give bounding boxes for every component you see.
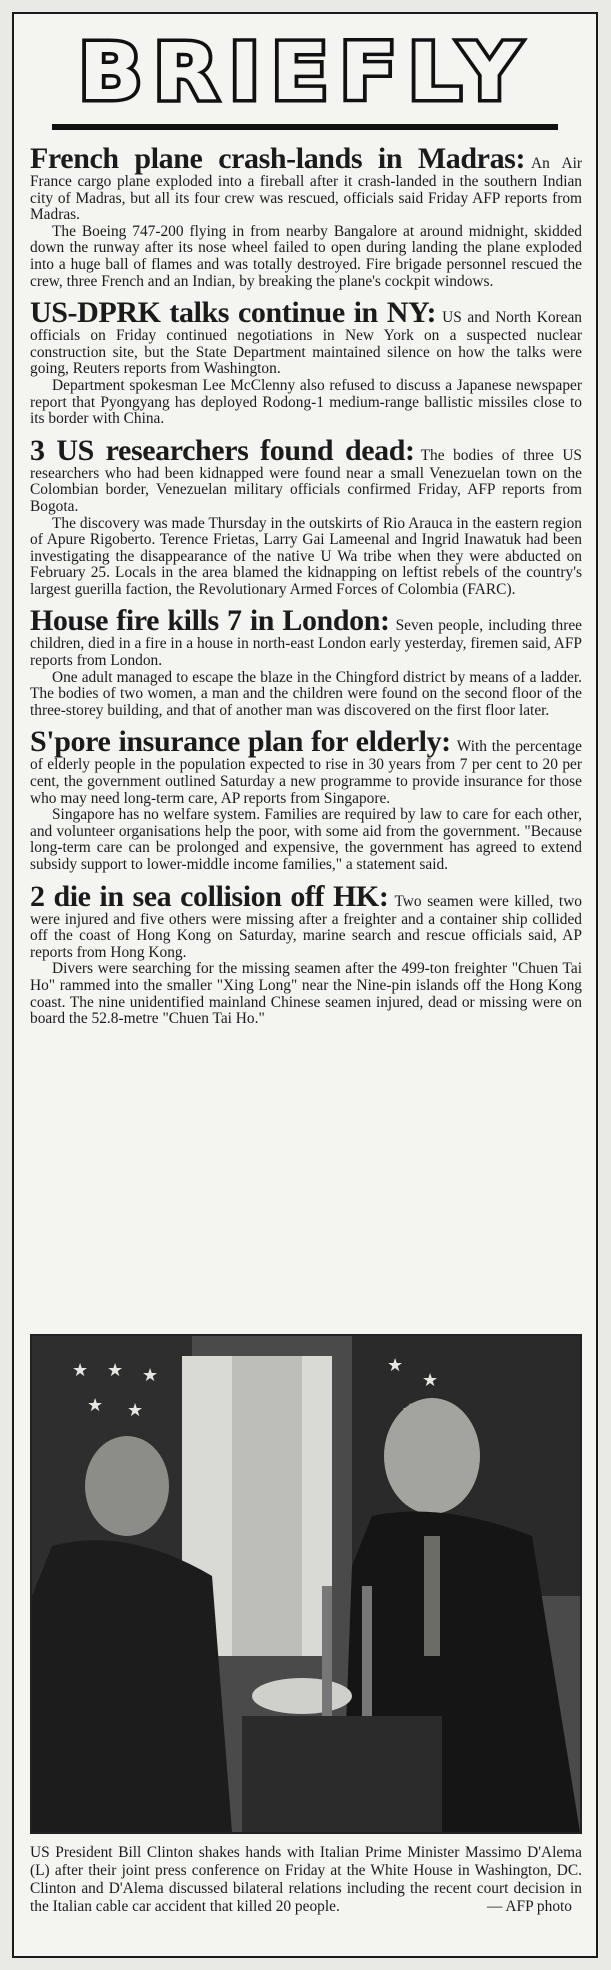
svg-text:★: ★ (72, 1360, 89, 1380)
person-right-head (384, 1398, 480, 1514)
story-lead-text: US and North Korean officials on Friday continued negotiations in New York on a suspected nuclear construction site, but the State Department maintained silence on how the talks were going, Reuters reports from Washington. (30, 309, 583, 378)
story-headline: 3 US researchers found dead: (30, 433, 415, 467)
photo-illustration (32, 1336, 580, 1832)
story-headline: US-DPRK talks continue in NY: (30, 296, 437, 330)
masthead-rule (52, 124, 558, 130)
story-paragraph: The Boeing 747-200 flying in from nearby Bangalore at around midnight, skidded down the runway after its nose wheel failed to open during landing the plane exploded into a huge ball of flames and was totally destroyed. Fire brigade personnel rescued the crew, three French and an Indian, by breaking the plane's cockpit windows. (30, 222, 582, 290)
photo-credit: — AFP photo (487, 1898, 572, 1915)
story-spore-insurance (30, 727, 582, 873)
story-headline: House fire kills 7 in London: (30, 604, 390, 638)
story-headline: 2 die in sea collision off HK: (30, 879, 389, 913)
person-left-body (32, 1540, 232, 1832)
person-left-head (85, 1436, 169, 1536)
story-plane-crash (30, 144, 582, 290)
caption-text: US President Bill Clinton shakes hands with Italian Prime Minister Massimo D'Alema (L) after their joint press conference on Friday at the White House in Washington, DC. Clinton and D'Alema discussed bilateral relations including the recent court decision in the Italian cable car accident that killed 20 people. (30, 1844, 582, 1915)
svg-text:★: ★ (422, 1370, 439, 1390)
svg-text:★: ★ (142, 1365, 159, 1385)
news-briefs (30, 144, 582, 1036)
svg-text:★: ★ (127, 1400, 144, 1420)
svg-text:★: ★ (107, 1360, 124, 1380)
story-paragraph: One adult managed to escape the blaze in the Chingford district by means of a ladder. The bodies of two women, a man and the children were found on the second floor of the three-storey building, and that of another man was discovered on the first floor later. (30, 668, 582, 719)
story-paragraph: Department spokesman Lee McClenny also refused to discuss a Japanese newspaper report that Pyongyang has deployed Rodong-1 medium-range ballistic missiles close to its border with China. (30, 376, 582, 428)
story-headline: S'pore insurance plan for elderly: (30, 725, 451, 759)
newspaper-page (12, 12, 598, 1958)
story-headline: French plane crash-lands in Madras: (30, 142, 526, 175)
svg-text:★: ★ (87, 1395, 104, 1415)
story-lead-text: With the percentage of elderly people in the population expected to rise in 30 years from 7 per cent to 20 per cent, the government outlined Saturday a new programme to provide insurance for those who may need long-term care, AP reports from Singapore. (30, 738, 582, 807)
story-lead-text: Seven people, including three children, died in a fire in a house in north-east London early yesterday, firemen said, AFP reports from London. (30, 617, 583, 670)
story-lead-text: An Air France cargo plane exploded into a fireball after it crash-landed in the southern Indian city of Madras, but all its four crew was rescued, officials said Friday AFP reports from Madras. (30, 155, 582, 224)
story-lead-text: Two seamen were killed, two were injured and five others were missing after a freighter and a container ship collided off the coast of Hong Kong on Saturday, marine search and rescue officials said, AP reports from Hong Kong. (30, 892, 582, 961)
masthead (52, 28, 558, 118)
podium (242, 1716, 442, 1832)
story-lead-text: The bodies of three US researchers who had been kidnapped were found near a small Venezuelan town on the Colombian border, Venezuelan military officials confirmed Friday, AFP reports from Bogota. (30, 446, 582, 515)
story-paragraph: Singapore has no welfare system. Families are required by law to care for each other, and volunteer organisations help the poor, with some aid from the government. "Because long-term care can be prolonged and expensive, the government has agreed to extend subsidy support to lower-middle income families," a statement said. (30, 806, 582, 873)
svg-text:★: ★ (387, 1355, 404, 1375)
story-hk-collision (30, 879, 582, 1028)
story-paragraph: Divers were searching for the missing seamen after the 499-ton freighter "Chuen Tai Ho" rammed into the smaller "Xing Long" near the Nine-pin islands off the Hong Kong coast. The nine unidentified mainland Chinese seamen injured, dead or missing were on board the 52.8-metre "Chuen Tai Ho." (30, 960, 582, 1028)
handshake (252, 1678, 352, 1714)
story-us-dprk-talks (30, 298, 582, 428)
story-paragraph: The discovery was made Thursday in the outskirts of Rio Arauca in the eastern region of Apure Rigoberto. Terence Frietas, Larry Gai Lameenal and Ingrid Inawatuk had been investigating the disappearance of the native U Wa tribe when they were abducted on February 25. Locals in the area blamed the kidnapping on leftist rebels of the country's largest guerilla faction, the Revolutionary Armed Forces of Colombia (FARC). (30, 514, 582, 598)
story-london-fire (30, 606, 582, 719)
masthead-title: BRIEFLY (78, 28, 532, 118)
photo-caption (30, 1844, 582, 1916)
news-photo (30, 1334, 582, 1834)
story-us-researchers (30, 433, 582, 599)
